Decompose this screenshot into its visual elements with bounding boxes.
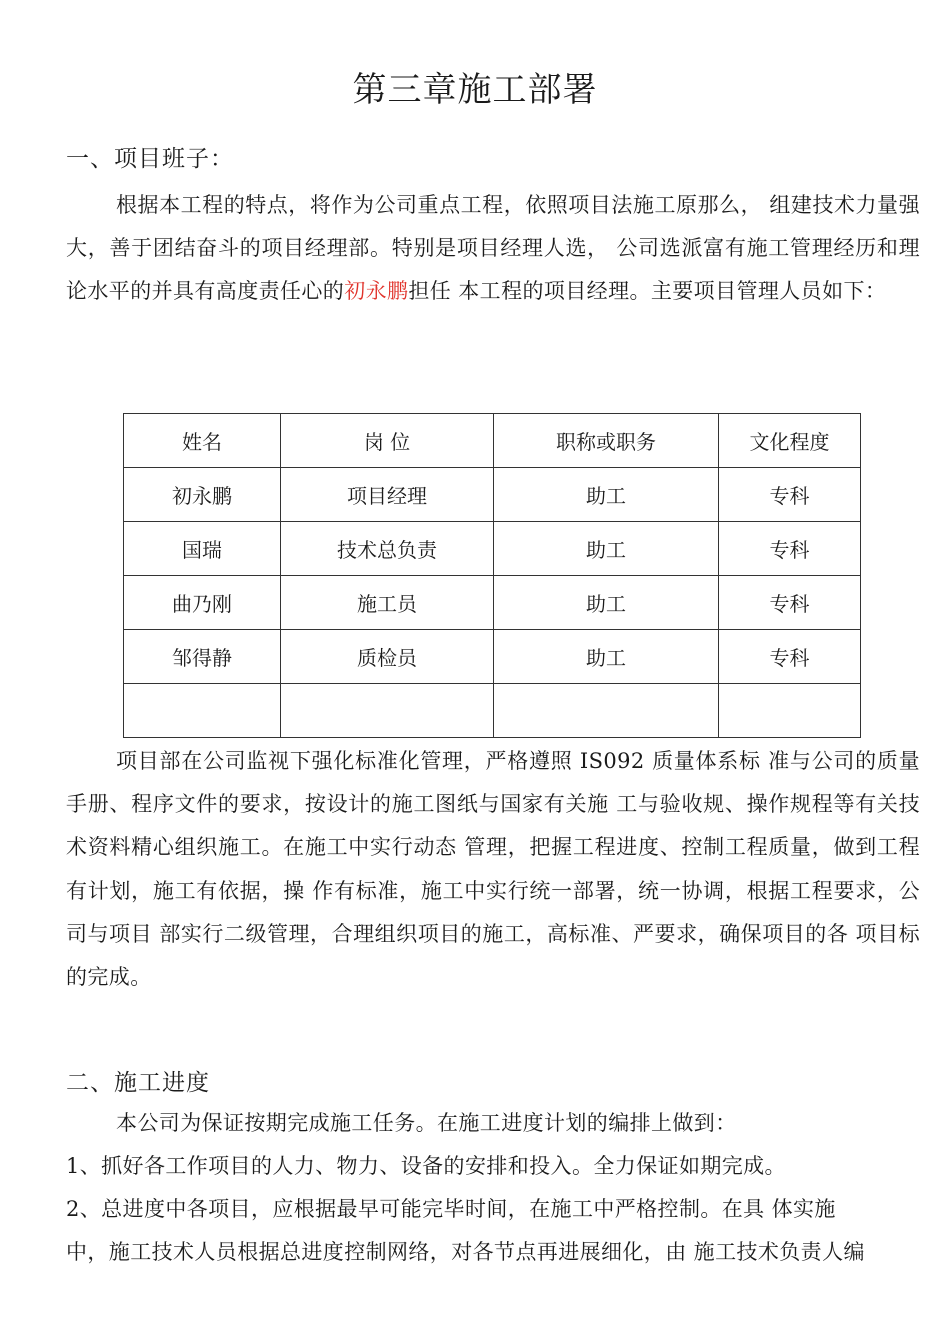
intro-text-after: 担任 本工程的项目经理。主要项目管理人员如下： — [408, 279, 887, 304]
table-cell — [719, 684, 861, 738]
table-row — [124, 576, 861, 630]
progress-item-2-line-1: 2、总进度中各项目，应根据最早可能完毕时间，在施工中严格控制。在具 体实施 — [66, 1197, 836, 1221]
table-row — [124, 630, 861, 684]
table-cell: 质检员 — [281, 630, 494, 684]
section1-intro — [66, 184, 920, 314]
progress-item-2-line-2: 中，施工技术人员根据总进度控制网络，对各节点再进展细化，由 施工技术负责人编 — [66, 1240, 865, 1264]
table-row — [124, 522, 861, 576]
table-cell: 施工员 — [281, 576, 494, 630]
section1-heading: 一、项目班子： — [66, 146, 234, 172]
table-cell — [494, 684, 719, 738]
table-cell: 项目经理 — [281, 468, 494, 522]
manager-name-highlight: 初永鹏 — [344, 279, 409, 304]
table-cell: 初永鹏 — [124, 468, 281, 522]
table-cell: 专科 — [719, 468, 861, 522]
table-cell: 专科 — [719, 522, 861, 576]
table-cell: 邹得静 — [124, 630, 281, 684]
table-cell: 专科 — [719, 576, 861, 630]
table-cell: 助工 — [494, 522, 719, 576]
table-cell: 技术总负责 — [281, 522, 494, 576]
table-cell: 助工 — [494, 630, 719, 684]
table-cell — [281, 684, 494, 738]
section2-heading: 二、施工进度 — [66, 1070, 210, 1096]
intro-text-before: 根据本工程的特点，将作为公司重点工程，依照项目法施工原那么， 组建技术力量强大，善于团结奋斗的项目经理部。特别是项目经理人选， 公司选派富有施工管理经历和理论水平的并具有高度责任心的 — [66, 193, 920, 304]
header-cell-name: 姓名 — [124, 414, 281, 468]
section1-body: 项目部在公司监视下强化标准化管理，严格遵照 IS092 质量体系标 准与公司的质量手册、程序文件的要求，按设计的施工图纸与国家有关施 工与验收规、操作规程等有关技术资料精心组织施工。在施工中实行动态 管理，把握工程进度、控制工程质量，做到工程有计划，施工有依据，操 作有标准，施工中实行统一部署，统一协调，根据工程要求，公司与项目 部实行二级管理，合理组织项目的施工，高标准、严要求，确保项目的各 项目标的完成。 — [66, 749, 920, 990]
header-cell-position: 岗 位 — [281, 414, 494, 468]
header-cell-education: 文化程度 — [719, 414, 861, 468]
section2-intro: 本公司为保证按期完成施工任务。在施工进度计划的编排上做到： — [116, 1111, 737, 1135]
table-cell: 助工 — [494, 576, 719, 630]
table-row-empty — [124, 684, 861, 738]
page-title: 第三章施工部署 — [352, 70, 598, 110]
table-cell: 曲乃刚 — [124, 576, 281, 630]
progress-item-1: 1、抓好各工作项目的人力、物力、设备的安排和投入。全力保证如期完成。 — [66, 1154, 786, 1178]
table-cell: 助工 — [494, 468, 719, 522]
table-cell: 专科 — [719, 630, 861, 684]
table-row — [124, 468, 861, 522]
table-cell: 国瑞 — [124, 522, 281, 576]
table-header-row — [124, 414, 861, 468]
header-cell-title: 职称或职务 — [494, 414, 719, 468]
table-cell — [124, 684, 281, 738]
staff-table — [123, 413, 861, 738]
